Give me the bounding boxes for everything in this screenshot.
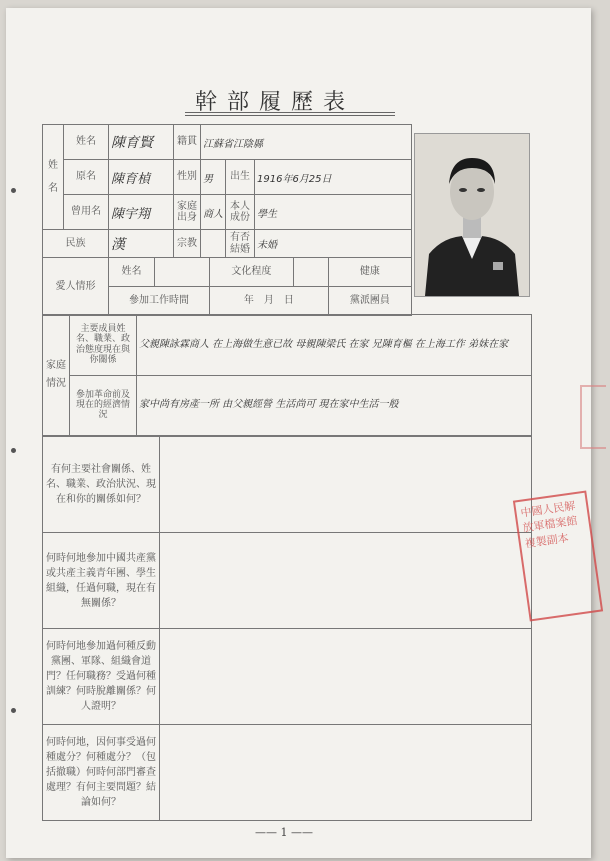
- family-table: [42, 314, 532, 436]
- question-label: 何時何地，因何事受過何種處分？何種處分？（包括撤職）何時何部門審查處理？有何主要問題？結論如何？: [43, 725, 160, 821]
- basic-info-table: [42, 124, 412, 316]
- spouse-edu-value: [293, 258, 328, 287]
- title-underline: [185, 112, 395, 116]
- birth-value: 1916年6月25日: [255, 160, 412, 195]
- former-name-value: 陳宇翔: [109, 195, 174, 230]
- form-title: 幹部履歷表: [195, 90, 356, 115]
- name-section-label: 姓 名: [43, 125, 64, 230]
- ethnic-label: 民族: [43, 230, 109, 258]
- red-stamp: 中國人民解放軍檔案館複製副本: [513, 490, 603, 621]
- spouse-date-label: 年 月 日: [210, 287, 329, 316]
- answer-cell: [160, 437, 532, 533]
- red-stamp-partial: [580, 385, 606, 449]
- original-name-label: 原名: [64, 160, 109, 195]
- question-row: [43, 437, 532, 533]
- binding-hole: [11, 448, 16, 453]
- original-name-value: 陳育楨: [109, 160, 174, 195]
- gender-value: 男: [201, 160, 226, 195]
- portrait-icon: [415, 134, 529, 296]
- family-origin-label: 家庭出身: [174, 195, 201, 230]
- family-economy-value: 家中尚有房產一所 由父親經營 生活尚可 現在家中生活一般: [137, 375, 532, 436]
- spouse-cell: [109, 258, 412, 316]
- spouse-name-label: 姓名: [109, 258, 155, 287]
- former-name-label: 曾用名: [64, 195, 109, 230]
- answer-cell: [160, 533, 532, 629]
- gender-label: 性別: [174, 160, 201, 195]
- birth-label: 出生: [226, 160, 255, 195]
- spouse-label: 愛人情形: [43, 258, 109, 316]
- question-row: [43, 629, 532, 725]
- question-label: 何時何地參加過何種反動黨團、軍隊、組織會道門？任何職務？受過何種訓練？何時脫離關係？何人證明？: [43, 629, 160, 725]
- family-members-label: 主要成員姓名、職業、政治態度現在與你關係: [70, 315, 137, 376]
- spouse-edu-label: 文化程度: [210, 258, 294, 287]
- question-row: [43, 725, 532, 821]
- family-economy-label: 參加革命前及現在的經濟情況: [70, 375, 137, 436]
- personal-status-value: 學生: [255, 195, 412, 230]
- personal-status-label: 本人成份: [226, 195, 255, 230]
- name-label: 姓名: [64, 125, 109, 160]
- name-value: 陳育賢: [109, 125, 174, 160]
- spouse-health-label: 健康: [328, 258, 411, 287]
- question-label: 有何主要社會關係、姓名、職業、政治狀況、現在和你的關係如何？: [43, 437, 160, 533]
- spouse-work-label: 參加工作時間: [109, 287, 210, 316]
- spouse-party-label: 黨派團員: [349, 295, 390, 307]
- native-label: 籍貫: [174, 125, 201, 160]
- family-origin-value: 商人: [201, 195, 226, 230]
- question-row: [43, 533, 532, 629]
- questions-table: [42, 436, 532, 821]
- binding-hole: [11, 188, 16, 193]
- answer-cell: [160, 629, 532, 725]
- family-members-value: 父親陳詠霖商人 在上海做生意已故 母親陳梁氏 在家 兄陳育樞 在上海工作 弟妹在家: [137, 315, 532, 376]
- ethnic-value: 漢: [109, 230, 174, 258]
- answer-cell: [160, 725, 532, 821]
- marriage-value: 未婚: [255, 230, 412, 258]
- religion-value: [201, 230, 226, 258]
- spouse-name-value: [155, 258, 210, 287]
- family-section-label: 家庭情況: [43, 315, 70, 436]
- portrait-photo: [414, 133, 530, 297]
- marriage-label: 有否結婚: [226, 230, 255, 258]
- religion-label: 宗教: [174, 230, 201, 258]
- page-number: —— 1 ——: [255, 826, 313, 839]
- native-value: 江蘇省江陰縣: [201, 125, 412, 160]
- question-label: 何時何地參加中國共產黨或共產主義青年團、學生組織，任過何職，現在有無關係？: [43, 533, 160, 629]
- binding-hole: [11, 708, 16, 713]
